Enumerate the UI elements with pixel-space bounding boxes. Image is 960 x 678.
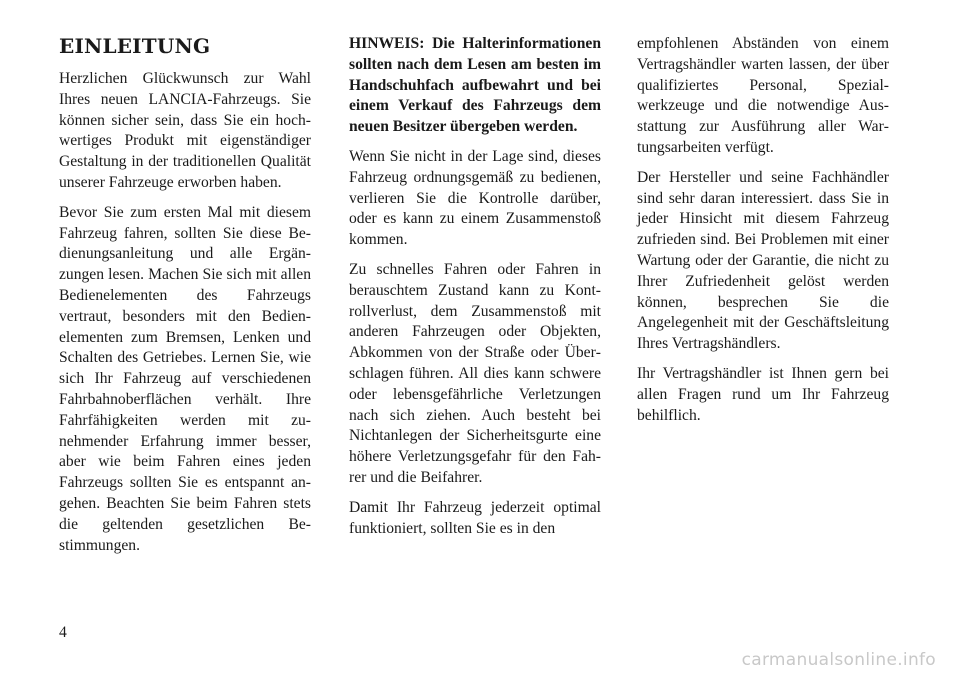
page-number: 4 (59, 624, 67, 641)
maintenance-paragraph-end: empfohlenen Abständen von einem Vertragshändler warten lassen, der über qualifiziertes Personal, Spezialwerkzeuge und die notwendige Ausstattung zur Ausführung aller Wartungsarbeiten verfügt. (637, 35, 889, 156)
column-2 (349, 34, 601, 548)
page-heading: EINLEITUNG (59, 34, 211, 58)
speeding-paragraph: Zu schnelles Fahren oder Fahren in berauschtem Zustand kann zu Kontrollverlust, dem Zusammenstoß mit anderen Fahrzeugen oder Objekten, Abkommen von der Straße oder Überschlagen führen. All dies kann schwere oder lebensgefährliche Verletzungen nach sich ziehen. Auch besteht bei Nichtanlegen der Sicherheitsgurte eine höhere Verletzungsgefahr für den Fahrer und die Beifahrer. (349, 260, 601, 486)
dealer-help-paragraph: Ihr Vertragshändler ist Ihnen gern bei allen Fragen rund um Ihr Fahrzeug behilflich. (637, 364, 889, 424)
maintenance-paragraph-start: Damit Ihr Fahrzeug jederzeit optimal funktioniert, sollten Sie es in den (349, 498, 601, 537)
column-3 (637, 34, 889, 435)
column-1 (59, 34, 311, 565)
control-loss-paragraph: Wenn Sie nicht in der Lage sind, dieses Fahrzeug ordnungsgemäß zu bedienen, verlieren Sie die Kontrolle darüber, oder es kann zu einem Zusammenstoß kommen. (349, 147, 601, 249)
dealer-satisfaction-paragraph: Der Hersteller und seine Fachhändler sind sehr daran interessiert. dass Sie in jeder Hinsicht mit diesem Fahrzeug zufrieden sind. Bei Problemen mit einer Wartung oder der Garantie, die nicht zu Ihrer Zufriedenheit gelöst werden können, besprechen Sie die Angelegenheit mit der Geschäftsleitung Ihres Vertragshändlers. (637, 168, 889, 353)
before-driving-paragraph: Bevor Sie zum ersten Mal mit diesem Fahrzeug fahren, sollten Sie diese Bedienungsanleitung und alle Ergänzungen lesen. Machen Sie sich mit allen Bedienelementen des Fahrzeugs vertraut, besonders mit den Bedienelementen zum Bremsen, Lenken und Schalten des Getriebes. Lernen Sie, wie sich Ihr Fahrzeug auf verschiedenen Fahrbahnoberflächen verhält. Ihre Fahrfähigkeiten werden mit zunehmender Erfahrung immer besser, aber wie beim Fahren eines jeden Fahrzeugs sollten Sie es entspannt angehen. Beachten Sie beim Fahren stets die geltenden gesetzlichen Bestimmungen. (59, 203, 311, 554)
intro-paragraph: Herzlichen Glückwunsch zur Wahl Ihres neuen LANCIA-Fahrzeugs. Sie können sicher sein, dass Sie ein hochwertiges Produkt mit eigenständiger Gestaltung in der traditionellen Qualität unserer Fahrzeuge erworben haben. (59, 70, 311, 191)
watermark: carmanualsonline.info (741, 650, 936, 670)
note-paragraph: HINWEIS: Die Halterinformationen sollten nach dem Lesen am besten im Handschuhfach aufbewahrt und bei einem Verkauf des Fahrzeugs dem neuen Besitzer übergeben werden. (349, 35, 601, 136)
